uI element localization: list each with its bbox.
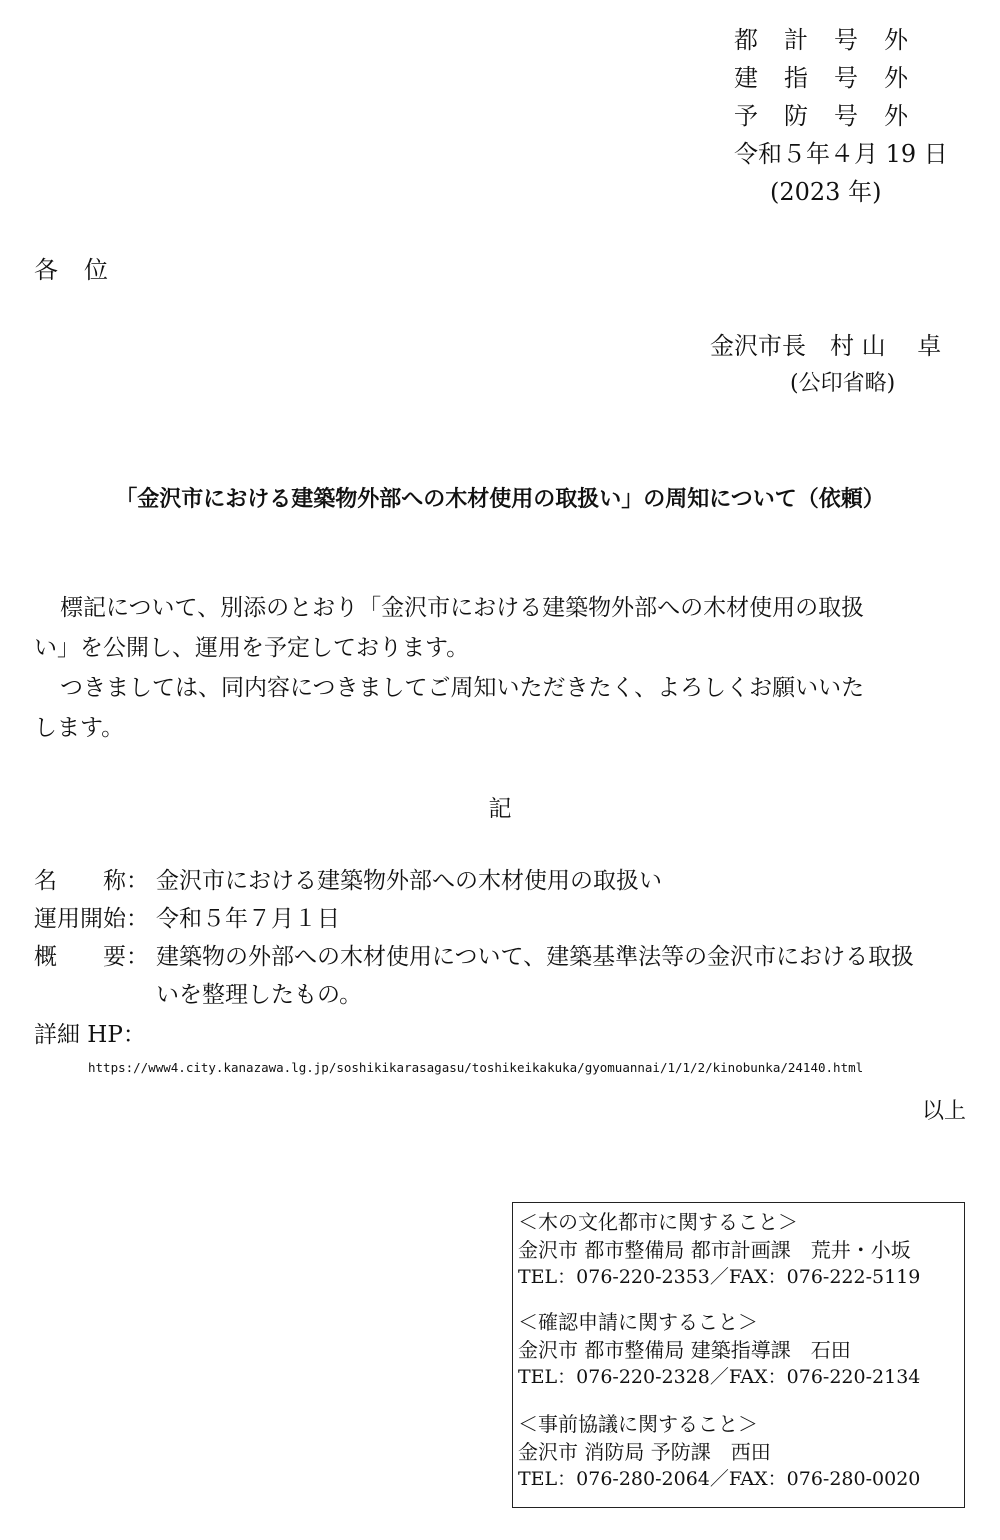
contact-tel-building-confirmation: TEL：076-220-2328／FAX：076-220-2134 xyxy=(518,1366,921,1388)
body-paragraph-2-line-1: つきましては、同内容につきましてご周知いただきたく、よろしくお願いいた xyxy=(60,675,865,701)
body-paragraph-1-line-1: 標記について、別添のとおり「金沢市における建築物外部への木材使用の取扱 xyxy=(60,595,865,621)
contact-dept-building-confirmation: 金沢市 都市整備局 建築指導課 石田 xyxy=(518,1338,851,1362)
body-paragraph-1-line-2: い」を公開し、運用を予定しております。 xyxy=(34,635,470,661)
contact-dept-prior-consultation: 金沢市 消防局 予防課 西田 xyxy=(518,1440,771,1464)
item-summary-value-line-1: 建築物の外部への木材使用について、建築基準法等の金沢市における取扱 xyxy=(156,944,915,970)
item-name-label: 名 称： xyxy=(34,868,149,894)
item-summary-label: 概 要： xyxy=(34,944,149,970)
reference-number-kenshi: 建指号外 xyxy=(734,64,934,92)
contact-dept-wood-culture: 金沢市 都市整備局 都市計画課 荒井・小坂 xyxy=(518,1238,911,1262)
sender-name: 金沢市長 村 山 卓 xyxy=(710,332,942,360)
seal-omitted-note: (公印省略) xyxy=(790,371,896,396)
body-paragraph-2-line-2: します。 xyxy=(34,715,125,741)
contact-heading-prior-consultation: ＜事前協議に関すること＞ xyxy=(518,1412,758,1436)
closing-ijou: 以上 xyxy=(922,1099,967,1124)
ki-heading: 記 xyxy=(488,796,512,822)
contact-heading-wood-culture: ＜木の文化都市に関すること＞ xyxy=(518,1210,798,1234)
item-summary-value-line-2: いを整理したもの。 xyxy=(156,982,363,1008)
addressee: 各位 xyxy=(34,256,134,284)
contact-heading-building-confirmation: ＜確認申請に関すること＞ xyxy=(518,1310,758,1334)
item-name-value: 金沢市における建築物外部への木材使用の取扱い xyxy=(156,868,662,894)
item-start-label: 運用開始： xyxy=(34,906,149,932)
item-start-value: 令和５年７月１日 xyxy=(156,906,340,932)
reference-number-toshikei: 都計号外 xyxy=(734,26,934,54)
reference-number-yobo: 予防号外 xyxy=(734,102,934,130)
issue-date: 令和５年４月 19 日 xyxy=(734,140,948,168)
contact-tel-wood-culture: TEL：076-220-2353／FAX：076-222-5119 xyxy=(518,1266,921,1288)
detail-hp-url[interactable]: https://www4.city.kanazawa.lg.jp/soshikikarasagasu/toshikeikakuka/gyomuannai/1/1/2/kinobunka/24140.html xyxy=(88,1060,864,1075)
contact-tel-prior-consultation: TEL：076-280-2064／FAX：076-280-0020 xyxy=(518,1468,921,1490)
issue-year-western: (2023 年) xyxy=(770,178,882,206)
document-title: 「金沢市における建築物外部への木材使用の取扱い」の周知について（依頼） xyxy=(115,487,885,512)
item-hp-label: 詳細 HP： xyxy=(34,1022,146,1048)
